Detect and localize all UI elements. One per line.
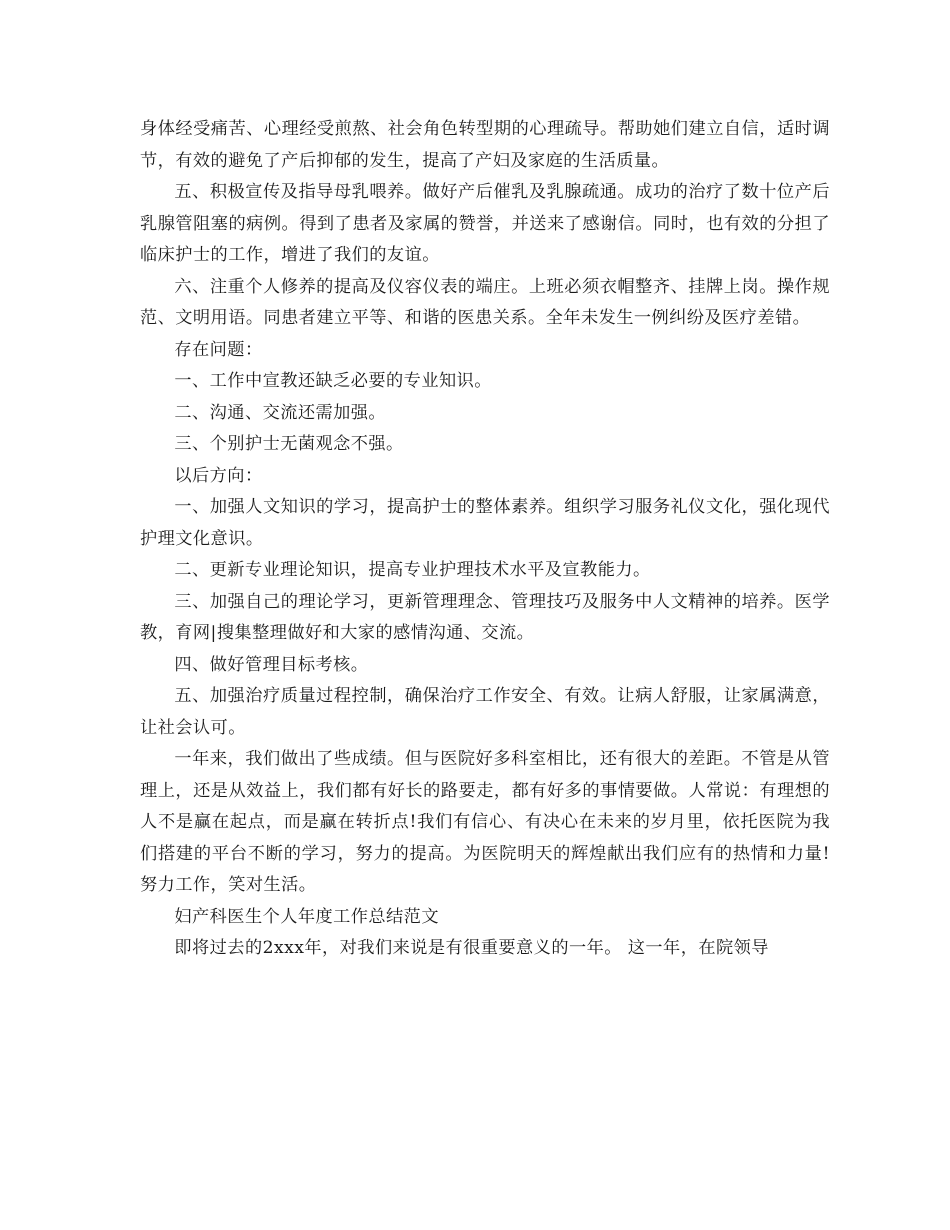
direction-item-4: 四、做好管理目标考核。 <box>174 654 369 675</box>
direction-item-1: 一、加强人文知识的学习，提高护士的整体素养。组织学习服务礼仪文化，强化现代护理文化意识。 <box>140 497 830 549</box>
direction-item-2: 二、更新专业理论知识，提高专业护理技术水平及宣教能力。 <box>174 560 651 580</box>
section-title: 妇产科医生个人年度工作总结范文 <box>174 906 439 927</box>
document-body <box>140 114 830 965</box>
heading-existing-problems: 存在问题： <box>174 339 263 360</box>
paragraph-new-section-start: 即将过去的2xxx年，对我们来说是有很重要意义的一年。 这一年，在院领导 <box>174 938 769 958</box>
direction-item-3: 三、加强自己的理论学习，更新管理理念、管理技巧及服务中人文精神的培养。医学教，育网|搜集整理做好和大家的感情沟通、交流。 <box>140 591 830 643</box>
paragraph-continuation: 身体经受痛苦、心理经受煎熬、社会角色转型期的心理疏导。帮助她们建立自信，适时调节，有效的避免了产后抑郁的发生，提高了产妇及家庭的生活质量。 <box>140 119 830 171</box>
paragraph-year-summary: 一年来，我们做出了些成绩。但与医院好多科室相比，还有很大的差距。不管是从管理上，还是从效益上，我们都有好长的路要走，都有好多的事情要做。人常说：有理想的人不是赢在起点，而是赢在转折点!我们有信心、有决心在未来的岁月里，依托医院为我们搭建的平台不断的学习，努力的提高。为医院明天的辉煌献出我们应有的热情和力量!努力工作，笑对生活。 <box>140 749 830 895</box>
problem-item-2: 二、沟通、交流还需加强。 <box>174 402 387 423</box>
direction-item-5: 五、加强治疗质量过程控制，确保治疗工作安全、有效。让病人舒服，让家属满意，让社会认可。 <box>140 686 830 738</box>
paragraph-personal-conduct: 六、注重个人修养的提高及仪容仪表的端庄。上班必须衣帽整齐、挂牌上岗。操作规范、文明用语。同患者建立平等、和谐的医患关系。全年未发生一例纠纷及医疗差错。 <box>140 276 830 328</box>
problem-item-3: 三、个别护士无菌观念不强。 <box>174 434 404 454</box>
problem-item-1: 一、工作中宣教还缺乏必要的专业知识。 <box>174 371 492 391</box>
heading-future-direction: 以后方向： <box>174 465 263 486</box>
paragraph-breastfeeding: 五、积极宣传及指导母乳喂养。做好产后催乳及乳腺疏通。成功的治疗了数十位产后乳腺管阻塞的病例。得到了患者及家属的赞誉，并送来了感谢信。同时，也有效的分担了临床护士的工作，增进了我们的友谊。 <box>140 182 830 265</box>
